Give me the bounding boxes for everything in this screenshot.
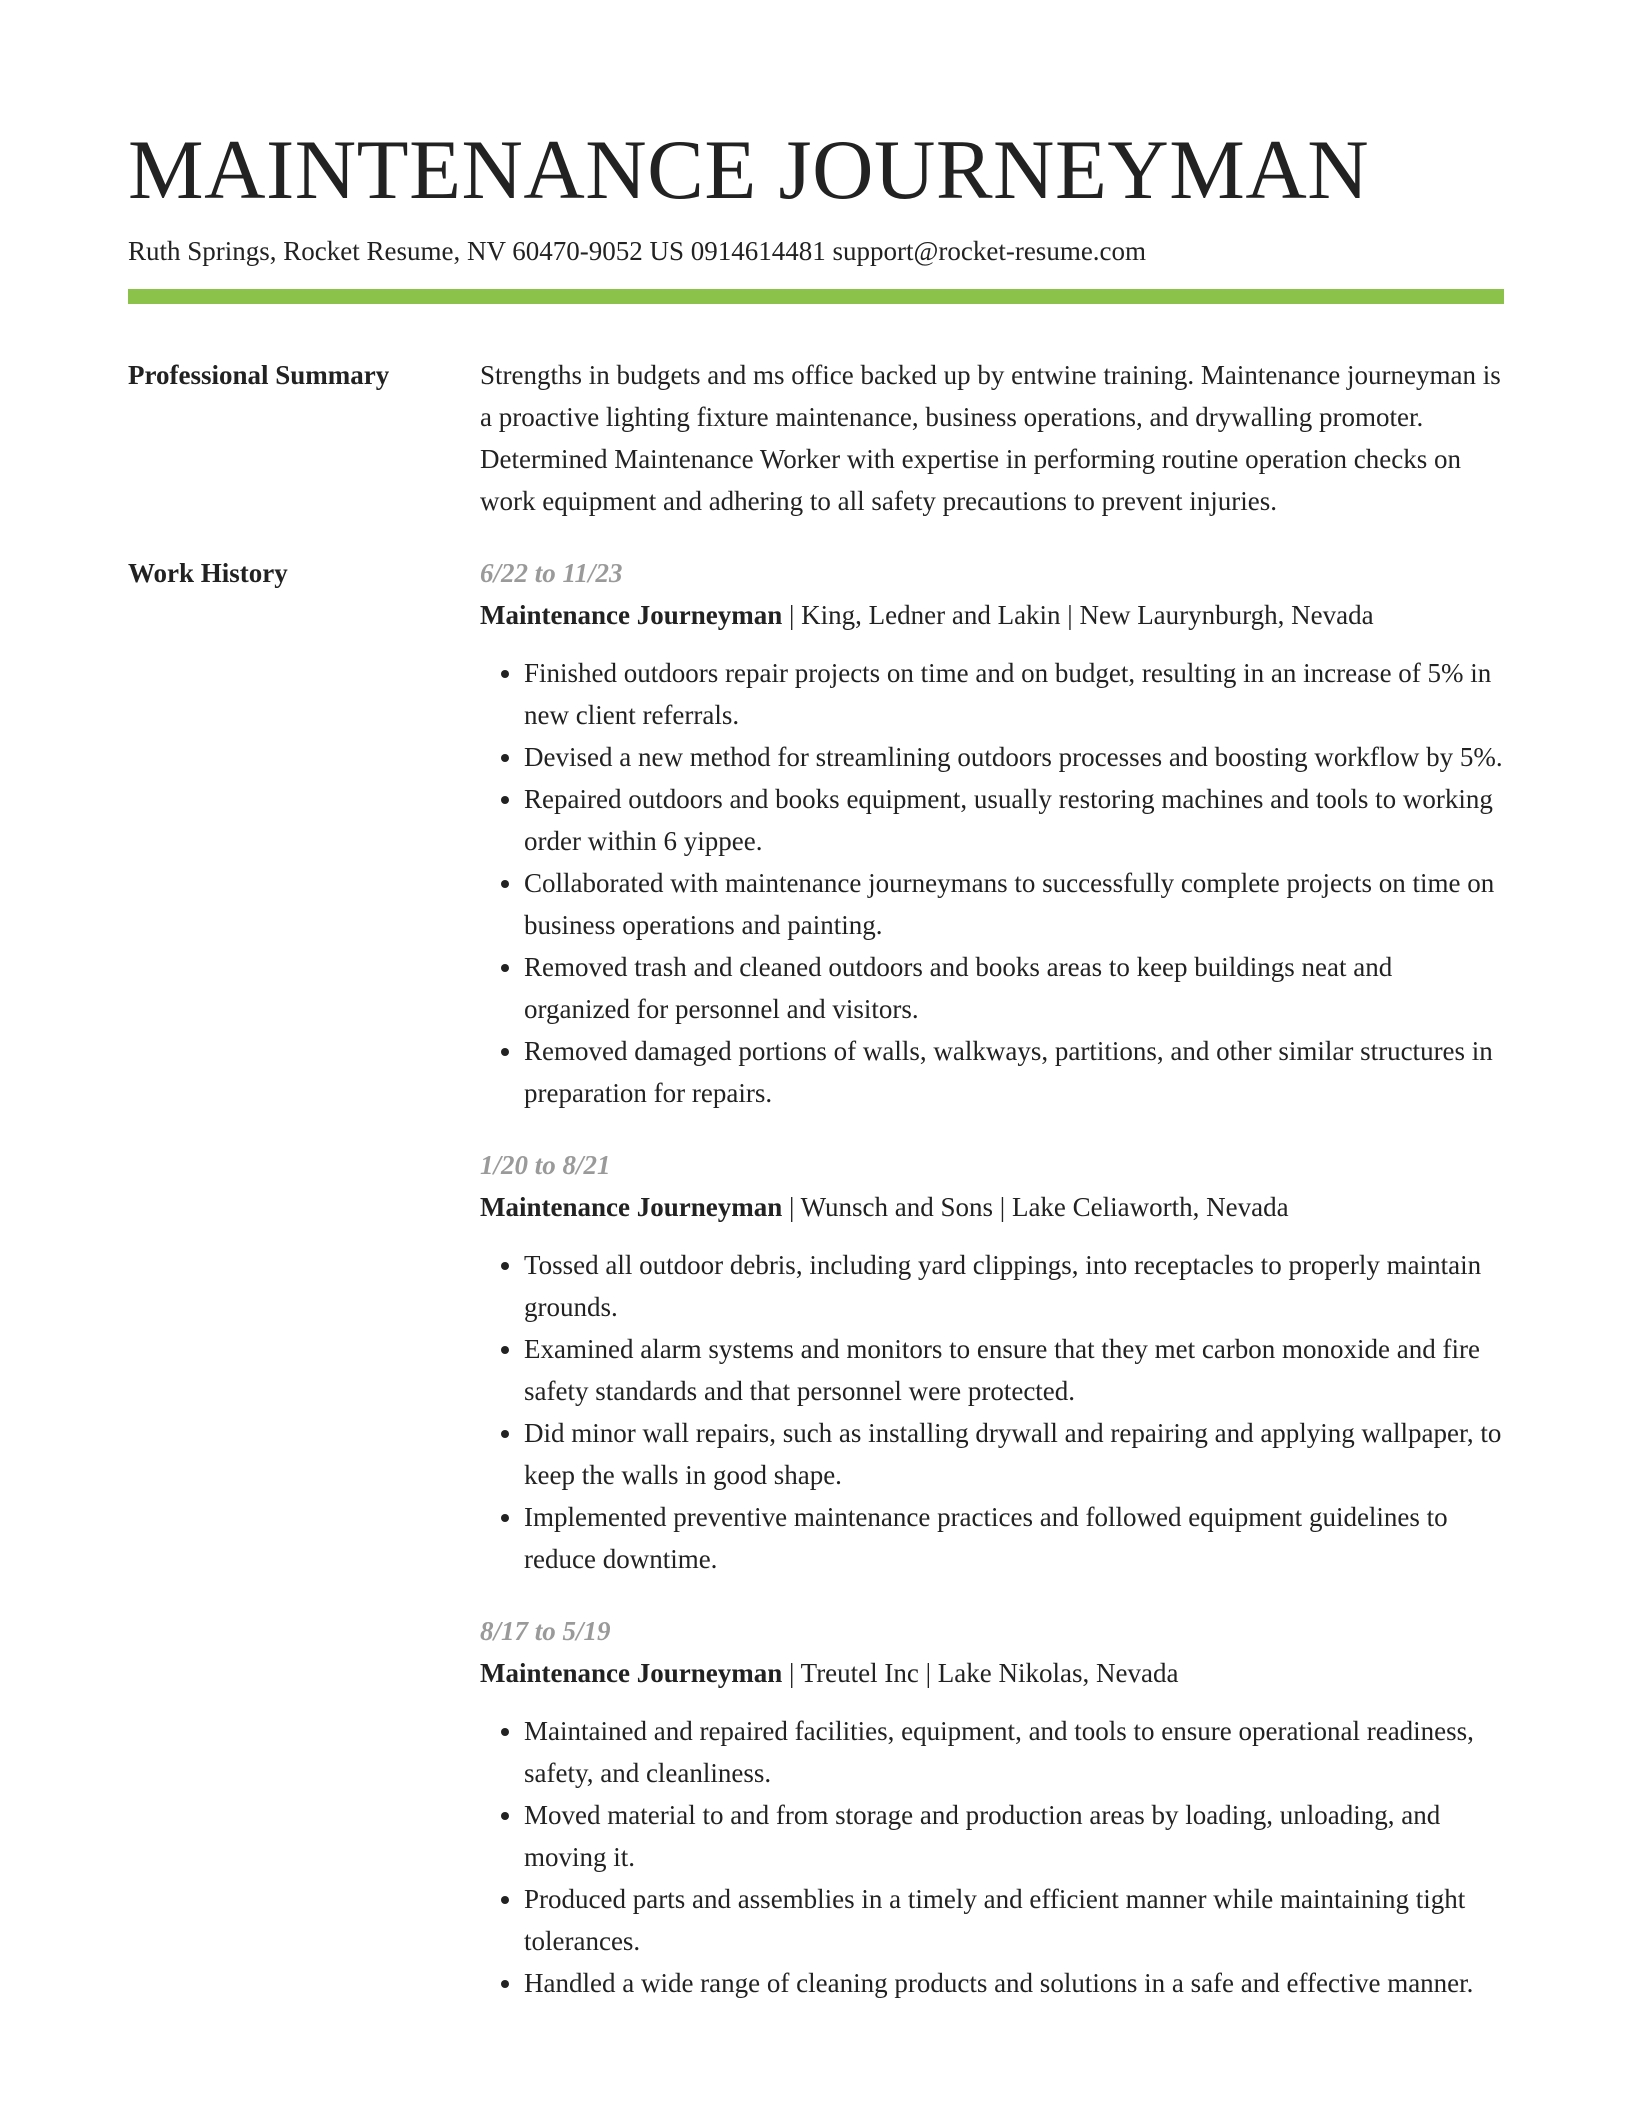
job-employer-location: | Treutel Inc | Lake Nikolas, Nevada bbox=[782, 1658, 1179, 1688]
job-bullet-list bbox=[480, 1244, 1504, 1580]
contact-line bbox=[128, 232, 1504, 270]
work-history-heading: Work History bbox=[128, 558, 288, 588]
contact-address: Ruth Springs, Rocket Resume, NV 60470-9052 US bbox=[128, 236, 685, 266]
job-heading bbox=[480, 594, 1504, 636]
contact-phone: 0914614481 bbox=[690, 236, 826, 266]
job-bullet: • Handled a wide range of cleaning products and solutions in a safe and effective manner. bbox=[524, 1962, 1504, 2004]
job-dates: 1/20 to 8/21 bbox=[480, 1150, 611, 1180]
contact-email: support@rocket-resume.com bbox=[832, 236, 1147, 266]
job-bullet: • Finished outdoors repair projects on time and on budget, resulting in an increase of 5% in new client referrals. bbox=[524, 652, 1504, 736]
job-employer-location: | King, Ledner and Lakin | New Laurynburgh, Nevada bbox=[782, 600, 1374, 630]
job-title: Maintenance Journeyman bbox=[480, 1658, 783, 1688]
job-heading bbox=[480, 1186, 1504, 1228]
job-bullet: • Removed damaged portions of walls, walkways, partitions, and other similar structures in preparation for repairs. bbox=[524, 1030, 1504, 1114]
job-entry bbox=[480, 1144, 1504, 1580]
job-bullet-list bbox=[480, 1710, 1504, 2004]
work-history-list bbox=[480, 552, 1504, 2034]
job-bullet: • Did minor wall repairs, such as installing drywall and repairing and applying wallpaper, to keep the walls in good shape. bbox=[524, 1412, 1504, 1496]
job-bullet: • Implemented preventive maintenance practices and followed equipment guidelines to reduce downtime. bbox=[524, 1496, 1504, 1580]
summary-body bbox=[480, 354, 1504, 522]
job-dates: 8/17 to 5/19 bbox=[480, 1616, 611, 1646]
work-history-section bbox=[128, 552, 1504, 2034]
header-divider bbox=[128, 289, 1504, 304]
job-bullet: • Collaborated with maintenance journeymans to successfully complete projects on time on business operations and painting. bbox=[524, 862, 1504, 946]
job-entry bbox=[480, 1610, 1504, 2004]
job-title: Maintenance Journeyman bbox=[480, 600, 783, 630]
job-bullet: • Examined alarm systems and monitors to ensure that they met carbon monoxide and fire safety standards and that personnel were protected. bbox=[524, 1328, 1504, 1412]
summary-section bbox=[128, 354, 1504, 522]
job-dates: 6/22 to 11/23 bbox=[480, 558, 623, 588]
job-bullet: • Repaired outdoors and books equipment, usually restoring machines and tools to working order within 6 yippee. bbox=[524, 778, 1504, 862]
candidate-name: MAINTENANCE JOURNEYMAN bbox=[128, 123, 1370, 217]
job-bullet: • Removed trash and cleaned outdoors and books areas to keep buildings neat and organized for personnel and visitors. bbox=[524, 946, 1504, 1030]
job-bullet-list bbox=[480, 652, 1504, 1114]
resume-page bbox=[128, 118, 1504, 2034]
job-employer-location: | Wunsch and Sons | Lake Celiaworth, Nevada bbox=[782, 1192, 1289, 1222]
job-heading bbox=[480, 1652, 1504, 1694]
summary-text: Strengths in budgets and ms office backed up by entwine training. Maintenance journeyman is a proactive lighting fixture maintenance, business operations, and drywalling promoter. Determined Maintenance Worker with expertise in performing routine operation checks on work equipment and adhering to all safety precautions to prevent injuries. bbox=[480, 360, 1501, 516]
job-bullet: • Tossed all outdoor debris, including yard clippings, into receptacles to properly maintain grounds. bbox=[524, 1244, 1504, 1328]
job-bullet: • Produced parts and assemblies in a timely and efficient manner while maintaining tight tolerances. bbox=[524, 1878, 1504, 1962]
job-bullet: • Devised a new method for streamlining outdoors processes and boosting workflow by 5%. bbox=[524, 736, 1504, 778]
job-bullet: • Maintained and repaired facilities, equipment, and tools to ensure operational readiness, safety, and cleanliness. bbox=[524, 1710, 1504, 1794]
job-title: Maintenance Journeyman bbox=[480, 1192, 783, 1222]
job-entry bbox=[480, 552, 1504, 1114]
job-bullet: • Moved material to and from storage and production areas by loading, unloading, and moving it. bbox=[524, 1794, 1504, 1878]
summary-heading: Professional Summary bbox=[128, 360, 390, 390]
